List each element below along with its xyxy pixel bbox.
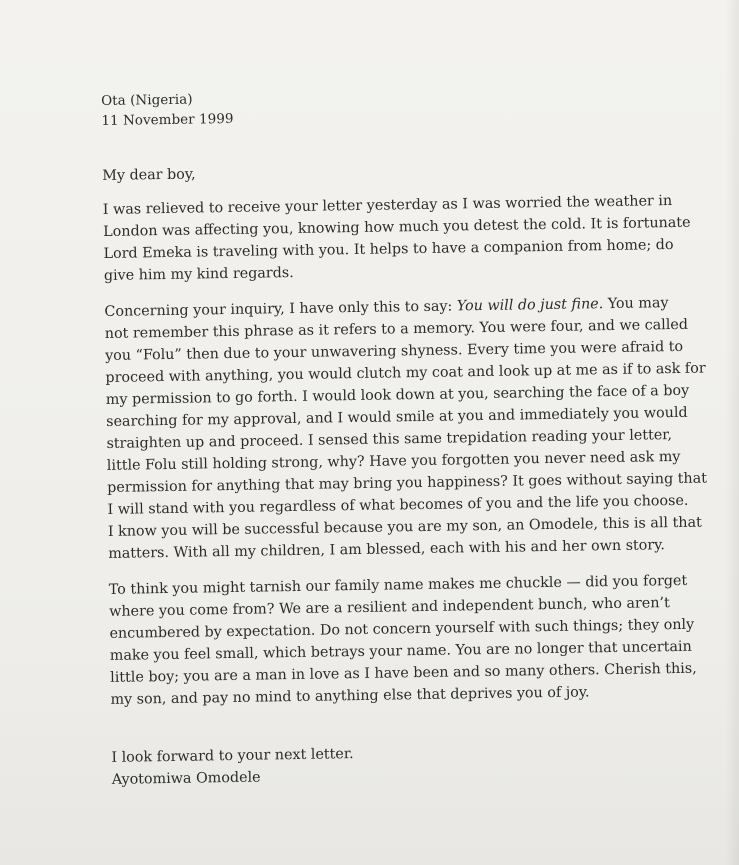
- paragraph-line: I was relieved to receive your letter yesterday as I was worried the weather in: [102, 193, 673, 218]
- closing-line: I look forward to your next letter.: [111, 746, 354, 766]
- paragraph-line: my permission to go forth. I would look down at you, searching the face of a boy: [105, 382, 690, 408]
- paragraph-line: where you come from? We are a resilient and independent bunch, who aren’t: [109, 595, 670, 620]
- text-run: You may: [603, 295, 669, 313]
- paragraph-3: [108, 570, 697, 711]
- letter-salutation: My dear boy,: [102, 166, 196, 184]
- paragraph-line: permission for anything that may bring you happiness? It goes without saying that: [107, 470, 708, 496]
- letter-closing: [111, 738, 672, 791]
- paragraph-line: searching for my approval, and I would smile at you and immediately you would: [106, 404, 688, 430]
- letter-date: 11 November 1999: [101, 111, 234, 129]
- paragraph-line: give him my kind regards.: [103, 264, 294, 284]
- text-run: Concerning your inquiry, I have only this to say:: [104, 298, 457, 320]
- letter-location: Ota (Nigeria): [101, 92, 193, 109]
- paragraph-line: straighten up and proceed. I sensed this same trepidation reading your letter,: [106, 427, 673, 452]
- paragraph-1: [102, 190, 691, 287]
- paragraph-2: [104, 292, 708, 565]
- paragraph-line: To think you might tarnish our family name makes me chuckle — did you forget: [108, 572, 688, 598]
- paragraph-line: make you feel small, which betrays your name. You are no longer that uncertain: [109, 638, 692, 664]
- paragraph-line: I know you will be successful because you are my son, an Omodele, this is all that: [107, 514, 702, 540]
- italic-phrase: You will do just fine.: [456, 296, 604, 315]
- paragraph-line: not remember this phrase as it refers to a memory. You were four, and we called: [104, 316, 689, 342]
- paragraph-line: matters. With all my children, I am blessed, each with his and her own story.: [108, 537, 666, 562]
- paragraph-line: London was affecting you, knowing how much you detest the cold. It is fortunate: [103, 214, 691, 240]
- paragraph-line: I will stand with you regardless of what becomes of you and the life you choose.: [107, 492, 689, 518]
- signature: Ayotomiwa Omodele: [111, 769, 261, 788]
- paragraph-line: encumbered by expectation. Do not concern yourself with such things; they only: [109, 616, 695, 642]
- paragraph-line: little boy; you are a man in love as I have been and so many others. Cherish this,: [110, 660, 697, 686]
- paragraph-line: Lord Emeka is traveling with you. It helps to have a companion from home; do: [103, 237, 674, 262]
- letter-body: [101, 83, 708, 791]
- paragraph-line: you “Folu” then due to your unwavering shyness. Every time you were afraid to: [105, 338, 684, 364]
- paragraph-line: little Folu still holding strong, why? Have you forgotten you never need ask my: [106, 448, 681, 474]
- paragraph-line: my son, and pay no mind to anything else that deprives you of joy.: [110, 684, 590, 708]
- paragraph-line: proceed with anything, you would clutch my coat and look up at me as if to ask for: [105, 360, 706, 386]
